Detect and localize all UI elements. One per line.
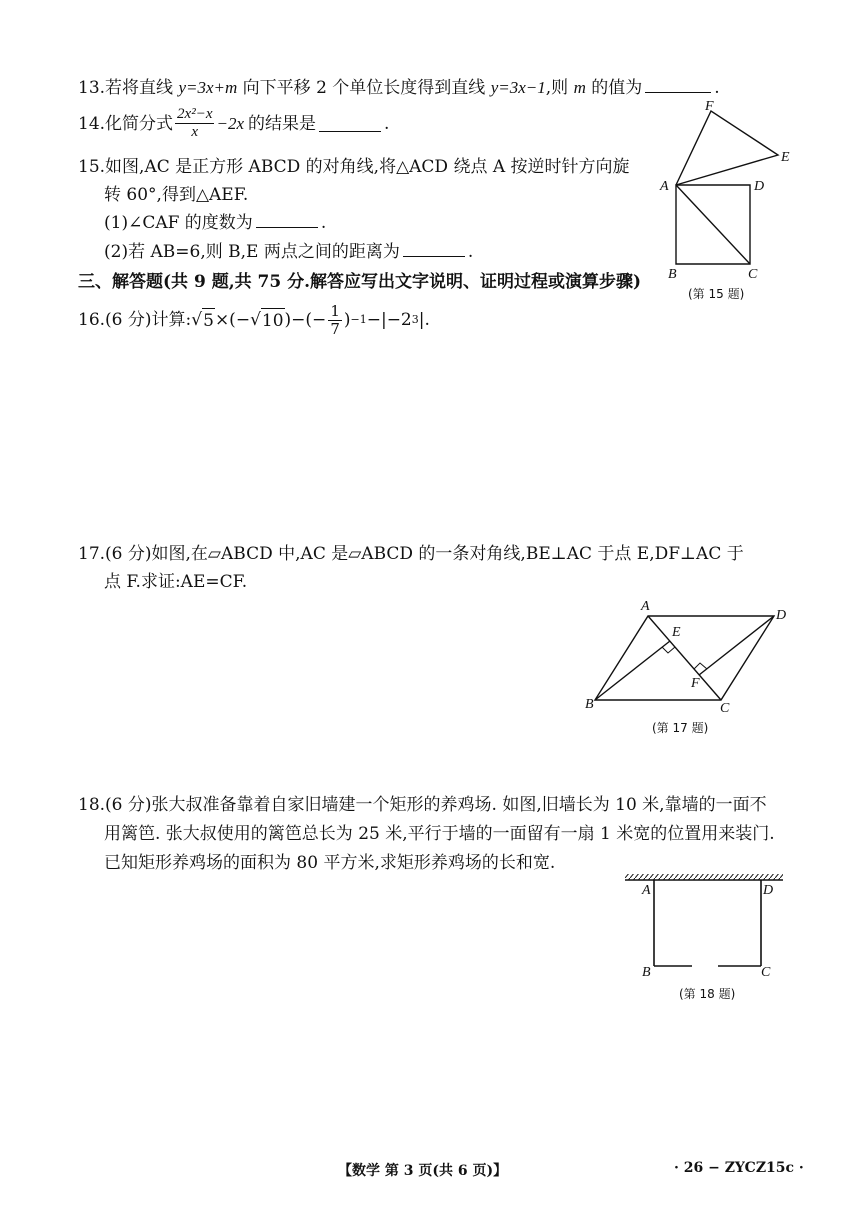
question-17-line2: 点 F.求证:AE=CF.: [104, 572, 248, 592]
label-b: B: [642, 965, 651, 980]
label-c: C: [761, 965, 771, 980]
label-e: E: [672, 625, 681, 640]
period: .: [714, 78, 720, 98]
answer-blank[interactable]: [319, 115, 381, 132]
question-text: 向下平移 2 个单位长度得到直线: [242, 78, 486, 98]
period: .: [467, 242, 474, 262]
question-15-part1: [104, 211, 326, 235]
figure-caption: (第 17 题): [652, 721, 709, 735]
page-footer: 【数学 第 3 页(共 6 页)】: [338, 1163, 508, 1179]
period: .: [384, 113, 390, 134]
figure-17: [580, 596, 790, 741]
exponent: 3: [411, 313, 419, 326]
term: −2x: [216, 113, 245, 133]
diagonal-ac: [648, 616, 721, 700]
fraction: [328, 303, 342, 338]
operator: ): [343, 310, 351, 330]
radicand: 5: [202, 308, 215, 333]
label-c: C: [720, 701, 730, 716]
answer-blank[interactable]: [256, 211, 318, 228]
operator: ×(−: [214, 310, 251, 330]
question-text: (6 分)计算:: [105, 310, 192, 330]
question-13: [78, 76, 720, 100]
label-a: A: [642, 883, 651, 898]
label-e: E: [781, 150, 790, 165]
question-text: 若将直线: [105, 78, 174, 98]
fraction-numerator: 2x²−x: [177, 106, 213, 122]
question-text: (2)若 AB=6,则 B,E 两点之间的距离为: [104, 242, 400, 262]
variable: m: [573, 78, 586, 97]
label-d: D: [754, 179, 765, 194]
label-f: F: [691, 676, 700, 691]
exponent: −1: [350, 313, 367, 326]
equation: y=3x+m: [178, 78, 238, 97]
question-17-line1: [78, 542, 744, 566]
question-number: 18.: [78, 795, 106, 815]
question-number: 15.: [78, 157, 106, 177]
sqrt-symbol: √: [250, 310, 261, 330]
label-b: B: [668, 267, 677, 282]
page-code: · 26 − ZYCZ15c ·: [674, 1160, 804, 1176]
sqrt-symbol: √: [191, 310, 203, 330]
label-f: F: [705, 99, 714, 114]
figure-15: [650, 98, 810, 308]
period: .: [320, 213, 327, 233]
question-text: 的值为: [591, 78, 643, 98]
label-d: D: [763, 883, 774, 898]
question-15-line2: 转 60°,得到△AEF.: [104, 185, 249, 205]
radicand: 10: [261, 308, 285, 333]
question-text: ,则: [545, 78, 569, 98]
question-18-line3: 已知矩形养鸡场的面积为 80 平方米,求矩形养鸡场的长和宽.: [104, 853, 556, 873]
figure-caption: (第 18 题): [679, 987, 736, 1001]
question-text: (1)∠CAF 的度数为: [104, 213, 253, 233]
question-text: 的结果是: [248, 113, 317, 134]
label-b: B: [585, 697, 594, 712]
question-number: 13.: [78, 78, 106, 98]
wall-hatching: [625, 874, 783, 880]
fraction-numerator: 1: [330, 301, 340, 320]
question-16: [78, 303, 430, 337]
question-text: 化简分式: [105, 113, 174, 134]
operator: |.: [418, 310, 430, 330]
answer-blank[interactable]: [645, 76, 711, 93]
triangle-aef: [676, 111, 778, 185]
equation: y=3x−1: [490, 78, 546, 97]
segment-df: [699, 616, 774, 675]
answer-blank[interactable]: [403, 240, 465, 257]
right-angle-f: [694, 663, 707, 669]
label-a: A: [641, 599, 650, 614]
question-14: [78, 106, 389, 141]
operator: −|−2: [366, 310, 412, 330]
question-18-line1: [78, 793, 767, 817]
label-d: D: [776, 608, 787, 623]
section-heading: 三、解答题(共 9 题,共 75 分.解答应写出文字说明、证明过程或演算步骤): [78, 272, 642, 292]
fraction-denominator: x: [191, 124, 199, 140]
question-text: 如图,AC 是正方形 ABCD 的对角线,将△ACD 绕点 A 按逆时针方向旋: [105, 157, 630, 177]
question-18-line2: 用篱笆. 张大叔使用的篱笆总长为 25 米,平行于墙的一面留有一扇 1 米宽的位置用来装门.: [104, 824, 775, 844]
question-number: 14.: [78, 113, 106, 134]
segment-be: [595, 641, 670, 700]
fraction-denominator: 7: [330, 319, 340, 338]
question-15-part2: [104, 240, 473, 264]
right-angle-e: [662, 647, 675, 653]
fraction: [175, 106, 214, 141]
question-number: 16.: [78, 310, 106, 330]
question-15-line1: [78, 155, 630, 179]
question-text: (6 分)张大叔准备靠着自家旧墙建一个矩形的养鸡场. 如图,旧墙长为 10 米,靠墙的一面不: [105, 795, 767, 815]
figure-18: [620, 872, 790, 1007]
question-number: 17.: [78, 544, 106, 564]
operator: )−(−: [284, 310, 327, 330]
diagonal-ac: [676, 185, 750, 264]
question-text: (6 分)如图,在▱ABCD 中,AC 是▱ABCD 的一条对角线,BE⊥AC 于点 E,DF⊥AC 于: [105, 544, 744, 564]
figure-caption: (第 15 题): [688, 287, 745, 301]
label-c: C: [748, 267, 758, 282]
label-a: A: [660, 179, 669, 194]
